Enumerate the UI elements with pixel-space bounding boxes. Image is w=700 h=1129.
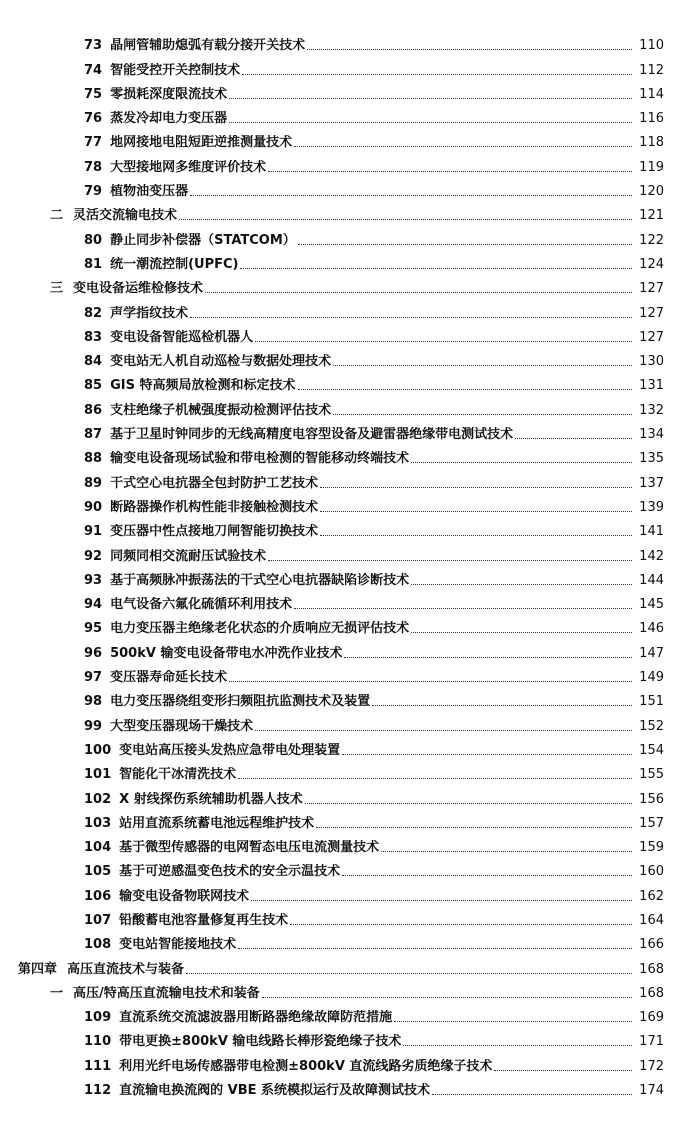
toc-entry-title: 大型变压器现场干燥技术 [110,718,254,734]
toc-entry[interactable] [0,929,700,953]
dot-leader [255,341,632,342]
dot-leader [411,462,632,463]
toc-entry[interactable] [0,978,700,1002]
toc-entry-title: 灵活交流输电技术 [73,208,178,224]
toc-entry-page-number: 134 [639,427,664,443]
toc-entry-number: 89 [84,475,103,491]
toc-entry-page-number: 132 [639,402,664,418]
toc-entry-page-number: 147 [639,645,664,661]
toc-entry-page-number: 160 [639,864,664,880]
toc-entry-number: 109 [84,1010,112,1026]
toc-entry-page-number: 142 [639,548,664,564]
toc-entry[interactable] [0,662,700,686]
toc-entry-page-number: 124 [639,256,664,272]
toc-entry-page-number: 168 [639,961,664,977]
toc-entry[interactable] [0,30,700,54]
toc-entry-page-number: 120 [639,184,664,200]
toc-entry-title: 直流输电换流阀的 VBE 系统模拟运行及故障测试技术 [119,1083,431,1099]
toc-entry[interactable] [0,637,700,661]
dot-leader [344,657,632,658]
toc-entry-title: 电力变压器绕组变形扫频阻抗监测技术及装置 [110,694,371,710]
toc-entry[interactable] [0,127,700,151]
toc-entry-page-number: 169 [639,1010,664,1026]
toc-entry-number: 90 [84,499,103,515]
dot-leader [251,900,632,901]
dot-leader [333,365,632,366]
dot-leader [229,122,632,123]
toc-entry[interactable] [0,686,700,710]
toc-entry-title: 零损耗深度限流技术 [110,86,228,102]
toc-entry[interactable] [0,516,700,540]
dot-leader [179,219,632,220]
toc-entry[interactable] [0,54,700,78]
toc-entry-title: 同频同相交流耐压试验技术 [110,548,267,564]
toc-entry[interactable] [0,540,700,564]
toc-entry[interactable] [0,492,700,516]
toc-entry-number: 110 [84,1034,112,1050]
dot-leader [229,681,632,682]
toc-entry[interactable] [0,224,700,248]
toc-entry-page-number: 137 [639,475,664,491]
toc-entry-number: 106 [84,888,112,904]
toc-entry[interactable] [0,589,700,613]
dot-leader [411,584,632,585]
toc-entry-title: 变电站高压接头发热应急带电处理装置 [119,742,341,758]
dot-leader [190,317,632,318]
toc-entry-page-number: 174 [639,1083,664,1099]
toc-entry-page-number: 146 [639,621,664,637]
toc-entry-page-number: 135 [639,451,664,467]
toc-entry-number: 97 [84,670,103,686]
toc-entry[interactable] [0,808,700,832]
toc-entry-page-number: 171 [639,1034,664,1050]
table-of-contents [0,30,700,1099]
toc-entry-title: 变电设备运维检修技术 [73,281,204,297]
toc-entry-number: 91 [84,524,103,540]
toc-entry-title: 基于微型传感器的电网暂态电压电流测量技术 [119,840,380,856]
toc-entry-title: 晶闸管辅助熄弧有载分接开关技术 [110,38,306,54]
toc-entry-page-number: 130 [639,354,664,370]
toc-entry-title: 声学指纹技术 [110,305,189,321]
toc-entry[interactable] [0,176,700,200]
toc-entry-title: 变电站智能接地技术 [119,937,237,953]
toc-entry-number: 100 [84,742,112,758]
toc-entry-number: 81 [84,256,103,272]
toc-entry-number: 82 [84,305,103,321]
toc-entry-number: 108 [84,937,112,953]
toc-entry-number: 112 [84,1083,112,1099]
toc-entry-number: 74 [84,62,103,78]
dot-leader [305,803,632,804]
toc-entry-page-number: 156 [639,791,664,807]
dot-leader [316,827,632,828]
toc-entry-title: 利用光纤电场传感器带电检测±800kV 直流线路劣质绝缘子技术 [119,1058,493,1074]
toc-entry-number: 111 [84,1058,112,1074]
toc-entry-number: 104 [84,840,112,856]
toc-entry[interactable] [0,346,700,370]
toc-entry[interactable] [0,79,700,103]
dot-leader [394,1021,632,1022]
toc-entry-page-number: 121 [639,208,664,224]
toc-entry-page-number: 127 [639,281,664,297]
toc-entry[interactable] [0,1050,700,1074]
toc-entry-number: 84 [84,354,103,370]
dot-leader [381,851,632,852]
toc-entry-number: 103 [84,815,112,831]
toc-entry[interactable] [0,735,700,759]
toc-entry-title: 统一潮流控制(UPFC) [110,256,239,272]
toc-entry-title: 基于高频脉冲振荡法的干式空心电抗器缺陷诊断技术 [110,572,410,588]
toc-entry-number: 87 [84,427,103,443]
toc-entry-number: 101 [84,767,112,783]
toc-entry-number: 107 [84,912,112,928]
toc-entry-title: 大型接地网多维度评价技术 [110,159,267,175]
toc-entry-number: 85 [84,378,103,394]
dot-leader [342,875,632,876]
dot-leader [432,1094,632,1095]
toc-entry-page-number: 162 [639,888,664,904]
toc-entry-title: 支柱绝缘子机械强度振动检测评估技术 [110,402,332,418]
toc-entry-title: 变电站无人机自动巡检与数据处理技术 [110,354,332,370]
dot-leader [238,948,632,949]
toc-entry-title: 基于卫星时钟同步的无线高精度电容型设备及避雷器绝缘带电测试技术 [110,427,514,443]
dot-leader [307,49,632,50]
toc-entry-title: 输变电设备物联网技术 [119,888,250,904]
toc-entry-page-number: 112 [639,62,664,78]
toc-entry[interactable] [0,249,700,273]
toc-entry-title: 断路器操作机构性能非接触检测技术 [110,499,319,515]
toc-entry-page-number: 119 [639,159,664,175]
toc-entry-page-number: 116 [639,111,664,127]
toc-entry[interactable] [0,419,700,443]
toc-entry-number: 77 [84,135,103,151]
toc-entry[interactable] [0,1075,700,1099]
toc-entry-title: 变压器中性点接地刀闸智能切换技术 [110,524,319,540]
toc-entry-number: 76 [84,111,103,127]
toc-entry-title: 蒸发冷却电力变压器 [110,111,228,127]
toc-entry-number: 73 [84,38,103,54]
toc-entry-number: 一 [50,985,64,1001]
toc-entry-page-number: 149 [639,670,664,686]
toc-entry[interactable] [0,880,700,904]
toc-entry[interactable] [0,905,700,929]
toc-entry-title: 地网接地电阻短距逆推测量技术 [110,135,293,151]
toc-entry-number: 75 [84,86,103,102]
dot-leader [242,74,632,75]
toc-entry-page-number: 152 [639,718,664,734]
toc-entry-page-number: 145 [639,597,664,613]
toc-entry-title: GIS 特高频局放检测和标定技术 [110,378,296,394]
toc-entry-title: 智能化干冰清洗技术 [119,767,237,783]
toc-entry-number: 105 [84,864,112,880]
toc-entry[interactable] [0,443,700,467]
toc-entry-page-number: 155 [639,767,664,783]
toc-entry-page-number: 172 [639,1058,664,1074]
toc-entry[interactable] [0,783,700,807]
toc-entry-page-number: 114 [639,86,664,102]
toc-entry[interactable] [0,1002,700,1026]
toc-entry-number: 92 [84,548,103,564]
toc-entry[interactable] [0,856,700,880]
toc-entry-page-number: 144 [639,572,664,588]
dot-leader [268,171,632,172]
toc-entry[interactable] [0,1026,700,1050]
toc-entry-title: 变压器寿命延长技术 [110,670,228,686]
toc-entry-number: 二 [50,208,64,224]
toc-entry-title: 静止同步补偿器（STATCOM） [110,232,296,248]
toc-entry-title: 带电更换±800kV 输电线路长棒形瓷绝缘子技术 [119,1034,402,1050]
toc-entry[interactable] [0,613,700,637]
toc-entry-page-number: 139 [639,499,664,515]
toc-entry-number: 98 [84,694,103,710]
toc-entry-title: 铅酸蓄电池容量修复再生技术 [119,912,289,928]
toc-entry-number: 79 [84,184,103,200]
toc-entry-title: X 射线探伤系统辅助机器人技术 [119,791,303,807]
dot-leader [262,997,632,998]
toc-entry[interactable] [0,832,700,856]
dot-leader [229,98,632,99]
toc-entry[interactable] [0,322,700,346]
toc-entry[interactable] [0,273,700,297]
toc-entry-number: 第四章 [18,961,58,977]
dot-leader [268,560,632,561]
toc-entry-page-number: 159 [639,840,664,856]
toc-entry-page-number: 118 [639,135,664,151]
toc-entry-page-number: 127 [639,305,664,321]
toc-entry-number: 86 [84,402,103,418]
dot-leader [240,268,632,269]
dot-leader [255,730,632,731]
toc-entry[interactable] [0,103,700,127]
dot-leader [190,195,632,196]
toc-entry-page-number: 127 [639,329,664,345]
toc-entry-title: 高压直流技术与装备 [67,961,185,977]
toc-entry-number: 95 [84,621,103,637]
toc-entry[interactable] [0,200,700,224]
toc-entry-number: 78 [84,159,103,175]
toc-entry-number: 96 [84,645,103,661]
toc-entry-page-number: 166 [639,937,664,953]
toc-entry-page-number: 151 [639,694,664,710]
toc-entry[interactable] [0,759,700,783]
toc-entry-page-number: 154 [639,742,664,758]
toc-entry-page-number: 157 [639,815,664,831]
dot-leader [494,1070,632,1071]
dot-leader [515,438,632,439]
toc-entry-number: 80 [84,232,103,248]
toc-entry-number: 83 [84,329,103,345]
toc-entry[interactable] [0,151,700,175]
toc-entry-page-number: 164 [639,912,664,928]
toc-entry[interactable] [0,370,700,394]
dot-leader [205,292,632,293]
dot-leader [320,511,632,512]
toc-entry-title: 直流系统交流滤波器用断路器绝缘故障防范措施 [119,1010,393,1026]
dot-leader [238,778,632,779]
toc-entry-number: 102 [84,791,112,807]
toc-entry-number: 93 [84,572,103,588]
dot-leader [411,632,632,633]
dot-leader [294,146,632,147]
toc-entry-title: 智能受控开关控制技术 [110,62,241,78]
dot-leader [320,487,632,488]
dot-leader [333,414,632,415]
toc-entry-number: 三 [50,281,64,297]
toc-entry-page-number: 122 [639,232,664,248]
toc-entry-title: 电力变压器主绝缘老化状态的介质响应无损评估技术 [110,621,410,637]
toc-entry-title: 站用直流系统蓄电池远程维护技术 [119,815,315,831]
dot-leader [298,244,632,245]
toc-entry-title: 变电设备智能巡检机器人 [110,329,254,345]
toc-entry-title: 输变电设备现场试验和带电检测的智能移动终端技术 [110,451,410,467]
toc-entry[interactable] [0,297,700,321]
toc-entry[interactable] [0,565,700,589]
toc-entry-number: 88 [84,451,103,467]
toc-entry-title: 植物油变压器 [110,184,189,200]
dot-leader [298,389,633,390]
dot-leader [290,924,632,925]
dot-leader [320,535,632,536]
toc-entry-title: 干式空心电抗器全包封防护工艺技术 [110,475,319,491]
toc-entry-title: 基于可逆感温变色技术的安全示温技术 [119,864,341,880]
dot-leader [403,1045,632,1046]
toc-entry-number: 99 [84,718,103,734]
toc-entry-page-number: 141 [639,524,664,540]
dot-leader [294,608,632,609]
dot-leader [372,705,632,706]
toc-entry-page-number: 110 [639,38,664,54]
dot-leader [342,754,632,755]
toc-entry-number: 94 [84,597,103,613]
toc-entry-page-number: 168 [639,985,664,1001]
toc-entry-page-number: 131 [639,378,664,394]
toc-entry-title: 电气设备六氟化硫循环利用技术 [110,597,293,613]
toc-entry-title: 500kV 输变电设备带电水冲洗作业技术 [110,645,343,661]
toc-entry[interactable] [0,394,700,418]
toc-entry[interactable] [0,953,700,977]
toc-entry[interactable] [0,467,700,491]
toc-entry-title: 高压/特高压直流输电技术和装备 [73,985,260,1001]
dot-leader [186,973,632,974]
toc-entry[interactable] [0,710,700,734]
